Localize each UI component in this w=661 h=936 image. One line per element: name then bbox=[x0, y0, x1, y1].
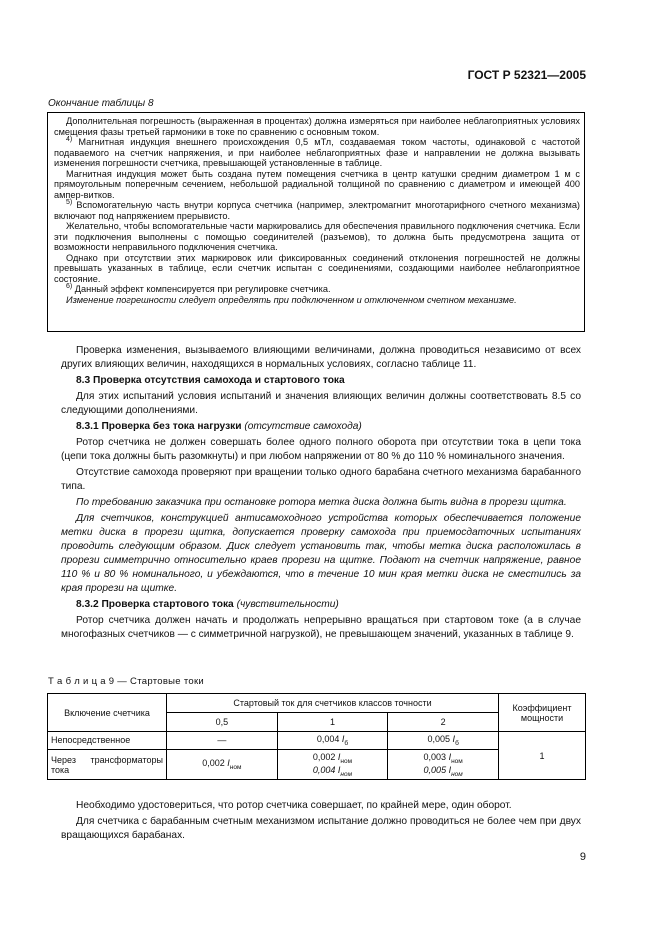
starting-current-table bbox=[47, 693, 586, 780]
cell: 0,003 $I_{ном}$ 0,005 $I_{ном}$ bbox=[388, 749, 499, 780]
cell: 0,002 $I_{ном}$ 0,004 $I_{ном}$ bbox=[277, 749, 388, 780]
cell: 0,004 $I_б$ bbox=[277, 732, 388, 750]
paragraph: Для счетчиков, конструкцией антисамоходного устройства которых обеспечивается положение метки диска в прорези щитка, допускается проверку самохода при приемосдаточных испытаниях проводить следующим образом. Диск следует установить так, чтобы метка диска расположилась в прорези симметрично относительно краев прорези на щитке. Подают на счетчик напряжение, равное 110 % и 80 % номинального, и убеждаются, что в течение 10 мин края метки диска не сместились за края прорези на щитке. bbox=[61, 513, 581, 594]
note-paragraph: Дополнительная погрешность (выраженная в процентах) должна измеряться при наиболее неблагоприятных условиях смещения фазы третьей гармоники в токе по сравнению с основным током. bbox=[54, 116, 580, 137]
paragraph: По требованию заказчика при остановке ротора метка диска должна быть видна в прорези щитка. bbox=[76, 497, 567, 508]
paragraph: Отсутствие самохода проверяют при вращении только одного барабана счетного механизма барабанного типа. bbox=[61, 467, 581, 492]
note-paragraph: Изменение погрешности следует определять при подключенном и отключенном счетном механизме. bbox=[66, 294, 517, 305]
cell: 0,002 $I_{ном}$ bbox=[167, 749, 278, 780]
header-connection: Включение счетчика bbox=[48, 694, 167, 732]
table-caption: Т а б л и ц а 9 — Стартовые токи bbox=[48, 676, 205, 687]
header-class: 2 bbox=[388, 713, 499, 732]
table-notes-box bbox=[47, 112, 585, 332]
document-code: ГОСТ Р 52321—2005 bbox=[467, 68, 586, 82]
header-class: 0,5 bbox=[167, 713, 278, 732]
note-paragraph: $^{6)}$ Данный эффект компенсируется при регулировке счетчика. bbox=[66, 282, 331, 294]
table-continuation-label: Окончание таблицы 8 bbox=[48, 98, 154, 109]
section-heading-8-3-2: 8.3.2 Проверка стартового тока (чувствительности) bbox=[76, 599, 339, 610]
paragraph: Ротор счетчика не должен совершать более одного полного оборота при отсутствии тока в цепи тока (цепи тока должны быть разомкнуты) и при любом напряжении от 80 % до 110 % номинального значения. bbox=[61, 437, 581, 462]
power-factor-cell: 1 bbox=[499, 732, 586, 780]
header-class: 1 bbox=[277, 713, 388, 732]
note-paragraph: $^{4)}$ Магнитная индукция внешнего происхождения 0,5 мТл, создаваемая током частоты, одинаковой с частотой подаваемого на счетчик напряжения, и при наиболее неблагоприятных фазе и направлении не должна вызывать изменения погрешности счетчика, превышающей установленные в таблице. bbox=[54, 135, 580, 168]
row-label: Через трансформаторы тока bbox=[48, 749, 167, 780]
section-heading-8-3: 8.3 Проверка отсутствия самохода и стартового тока bbox=[76, 375, 345, 386]
paragraph: Ротор счетчика должен начать и продолжать непрерывно вращаться при стартовом токе (а в случае многофазных счетчиков — с симметричной нагрузкой), не превышающем значений, указанных в таблице 9. bbox=[61, 615, 581, 640]
note-paragraph: $^{5)}$ Вспомогательную часть внутри корпуса счетчика (например, электромагнит многотарифного счетного механизма) включают под напряжением прерывисто. bbox=[54, 198, 580, 221]
paragraph: Для этих испытаний условия испытаний и значения влияющих величин должны соответствовать 8.5 со следующими дополнениями. bbox=[61, 391, 581, 416]
row-label: Непосредственное bbox=[48, 732, 167, 750]
paragraph: Для счетчика с барабанным счетным механизмом испытание должно проводиться не более чем при двух вращающихся барабанах. bbox=[61, 816, 581, 841]
cell: — bbox=[167, 732, 278, 750]
header-class-group: Стартовый ток для счетчиков классов точности bbox=[167, 694, 499, 713]
cell: 0,005 $I_б$ bbox=[388, 732, 499, 750]
page-number: 9 bbox=[579, 851, 586, 863]
paragraph: Необходимо удостовериться, что ротор счетчика совершает, по крайней мере, один оборот. bbox=[76, 800, 512, 811]
header-power-factor: Коэффициент мощности bbox=[499, 694, 586, 732]
note-paragraph: Желательно, чтобы вспомогательные части маркировались для обеспечения правильного подключения счетчика. Если эти подключения выполнены с помощью соединителей (разъемов), то должна быть предусмотрена защита от возможности неправильного подключения счетчика. bbox=[54, 221, 580, 252]
section-heading-8-3-1: 8.3.1 Проверка без тока нагрузки (отсутствие самохода) bbox=[76, 421, 362, 432]
after-table-text bbox=[61, 799, 581, 845]
note-paragraph: Однако при отсутствии этих маркировок или фиксированных соединений отклонения погрешностей не должны превышать указанных в таблице, если счетчик испытан с соединениями, создающими наиболее неблагоприятное состояние. bbox=[54, 252, 580, 284]
note-paragraph: Магнитная индукция может быть создана путем помещения счетчика в центр катушки средним диаметром 1 м с прямоугольным поперечным сечением, небольшой радиальной толщиной по сравнению с диаметром и имеющей 400 ампер-витков. bbox=[54, 168, 580, 200]
paragraph: Проверка изменения, вызываемого влияющими величинами, должна проводиться независимо от всех других влияющих величин, находящихся в нормальных условиях, согласно таблице 11. bbox=[61, 345, 581, 370]
body-text bbox=[61, 344, 581, 644]
